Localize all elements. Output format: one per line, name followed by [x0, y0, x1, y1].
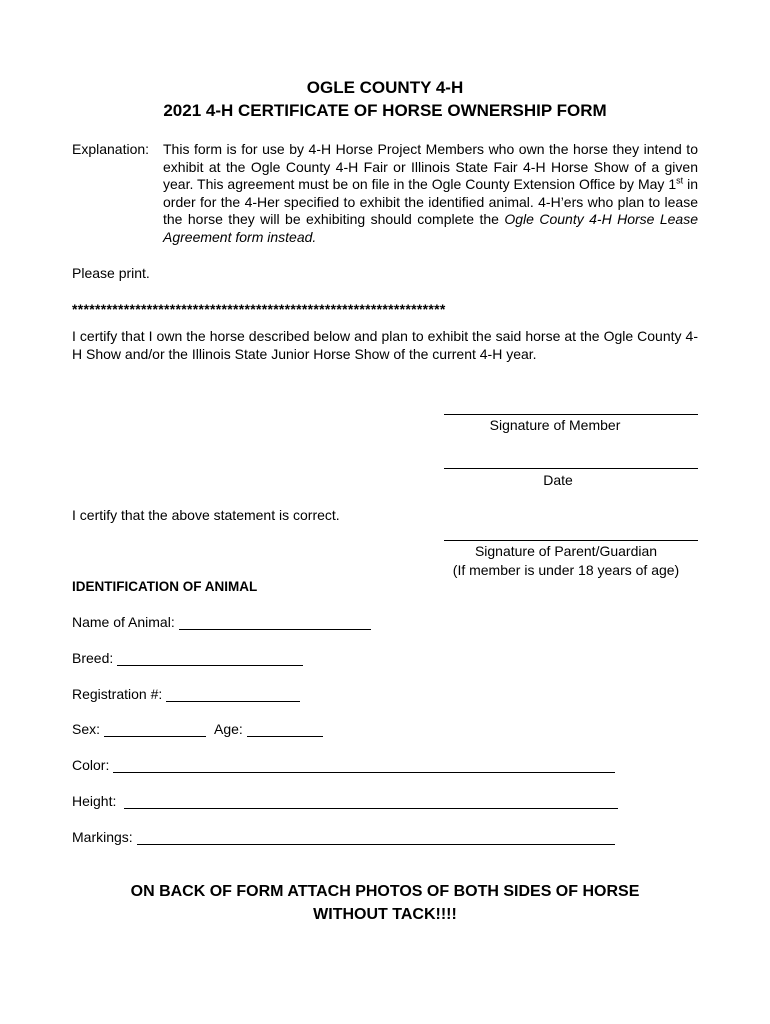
parent-signature-line[interactable] [444, 540, 698, 541]
breed-field[interactable] [117, 651, 303, 666]
parent-signature-note: (If member is under 18 years of age) [452, 562, 680, 578]
name-label: Name of Animal: [72, 614, 175, 630]
identification-heading: IDENTIFICATION OF ANIMAL [72, 579, 258, 594]
markings-label: Markings: [72, 829, 133, 845]
name-field[interactable] [179, 615, 371, 630]
explanation-label: Explanation: [72, 141, 150, 157]
height-row [72, 793, 618, 809]
footer-notice-line1: ON BACK OF FORM ATTACH PHOTOS OF BOTH SIDES OF HORSE [130, 883, 640, 900]
height-field[interactable] [124, 794, 618, 809]
page-title-line1: OGLE COUNTY 4-H [306, 78, 464, 97]
markings-field[interactable] [137, 830, 615, 845]
member-signature-label: Signature of Member [489, 417, 621, 433]
color-row [72, 757, 615, 773]
please-print: Please print. [72, 265, 150, 281]
sex-label: Sex: [72, 721, 101, 737]
height-label: Height: [72, 793, 117, 809]
correct-statement: I certify that the above statement is correct. [72, 507, 340, 523]
page-title-line2: 2021 4-H CERTIFICATE OF HORSE OWNERSHIP FORM [163, 101, 607, 120]
sex-field[interactable] [104, 722, 206, 737]
breed-row [72, 650, 303, 666]
date-line[interactable] [444, 468, 698, 469]
member-signature-line[interactable] [444, 414, 698, 415]
age-label: Age: [214, 721, 243, 737]
explanation-text-a: This form is for use by 4-H Horse Project Members who own the horse they intend to exhibit at the Ogle County 4-H Fair or Illinois State Fair 4-H Horse Show of a given year. This agreement must be on file in the Ogle County Extension Office by May 1 [163, 141, 698, 193]
breed-label: Breed: [72, 650, 114, 666]
date-label: Date [543, 472, 573, 488]
age-field[interactable] [247, 722, 323, 737]
explanation-text-b: in order for the 4-Her specified to exhibit the identified animal. 4-H’ers who plan to lease the horse they will be exhibiting should complete the [163, 176, 698, 228]
footer-notice-line2: WITHOUT TACK!!!! [313, 906, 457, 923]
registration-label: Registration #: [72, 686, 163, 702]
color-field[interactable] [113, 758, 615, 773]
name-row [72, 614, 371, 630]
explanation-italic: Ogle County 4-H Horse Lease Agreement form instead. [163, 211, 698, 245]
certify-statement: I certify that I own the horse described below and plan to exhibit the said horse at the Ogle County 4-H Show and/or the Illinois State Junior Horse Show of the current 4-H year. [72, 328, 698, 362]
explanation-sup: st [676, 175, 684, 186]
separator: ***************************************************************** [72, 301, 446, 317]
markings-row [72, 829, 615, 845]
sex-age-row [72, 721, 323, 737]
parent-signature-label: Signature of Parent/Guardian [474, 543, 658, 559]
registration-row [72, 686, 300, 702]
registration-field[interactable] [166, 687, 300, 702]
explanation-text [163, 141, 698, 247]
color-label: Color: [72, 757, 110, 773]
